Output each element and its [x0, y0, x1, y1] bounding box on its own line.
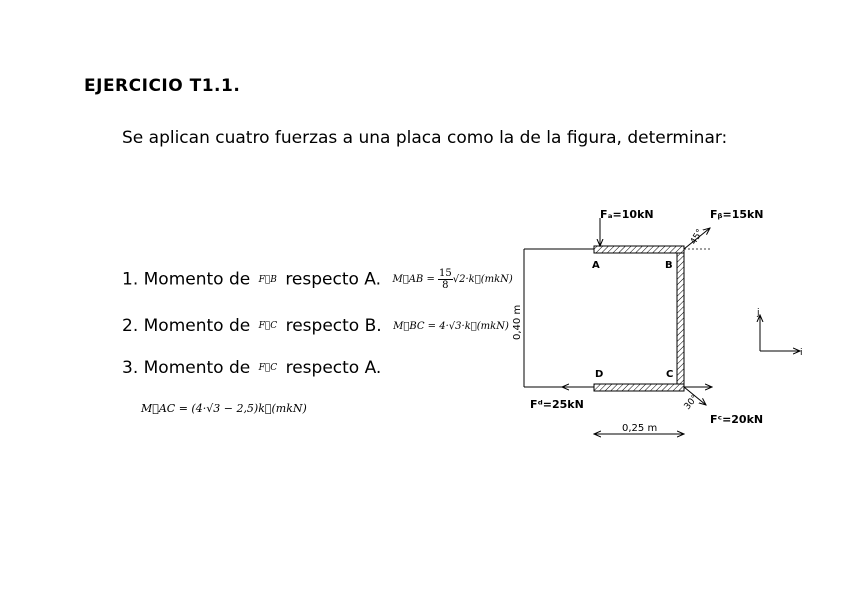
- question-number: 2.: [122, 316, 139, 336]
- point-b-label: B: [665, 260, 673, 271]
- force-symbol: F⃗B: [258, 274, 277, 285]
- question-text-tail: respecto A.: [285, 269, 382, 290]
- dimension-height-label: 0,40 m: [512, 304, 523, 340]
- answer-formula: M⃗AB = $\frac{15}{8}$ √2·k⃗(mkN): [392, 268, 513, 291]
- coordinate-axes: [760, 315, 800, 351]
- question-number: 1.: [122, 269, 139, 290]
- angle-c-label: 30°: [682, 393, 701, 412]
- fraction: $\frac{15}{8}$: [439, 268, 452, 291]
- axis-j-label: j: [757, 308, 760, 318]
- question-text: Momento de: [143, 316, 251, 336]
- force-d-label: Fᵈ=25kN: [530, 398, 584, 411]
- force-symbol: F⃗C: [258, 321, 278, 331]
- exercise-title: EJERCICIO T1.1.: [84, 76, 241, 96]
- force-c-label: Fᶜ=20kN: [710, 413, 764, 426]
- answer-formula: M⃗BC = 4·√3·k⃗(mkN): [393, 320, 509, 332]
- force-b-label: Fᵦ=15kN: [710, 208, 764, 221]
- point-c-label: C: [666, 369, 674, 380]
- question-number: 3.: [122, 358, 139, 378]
- question-text-tail: respecto A.: [285, 358, 382, 378]
- point-a-label: A: [592, 260, 600, 271]
- force-a-label: Fₐ=10kN: [600, 208, 654, 221]
- axis-i-label: i: [800, 348, 803, 358]
- question-text: Momento de: [143, 269, 251, 290]
- answer-formula-ac: M⃗AC = (4·√3 − 2,5)k⃗(mkN): [141, 402, 307, 415]
- problem-statement: Se aplican cuatro fuerzas a una placa como la de la figura, determinar:: [122, 128, 728, 148]
- point-d-label: D: [595, 369, 604, 380]
- angle-b-label: 45°: [688, 227, 706, 247]
- force-symbol: F⃗C: [258, 363, 278, 373]
- dimension-width-label: 0,25 m: [622, 423, 658, 434]
- question-text-tail: respecto B.: [285, 316, 382, 336]
- question-text: Momento de: [143, 358, 251, 378]
